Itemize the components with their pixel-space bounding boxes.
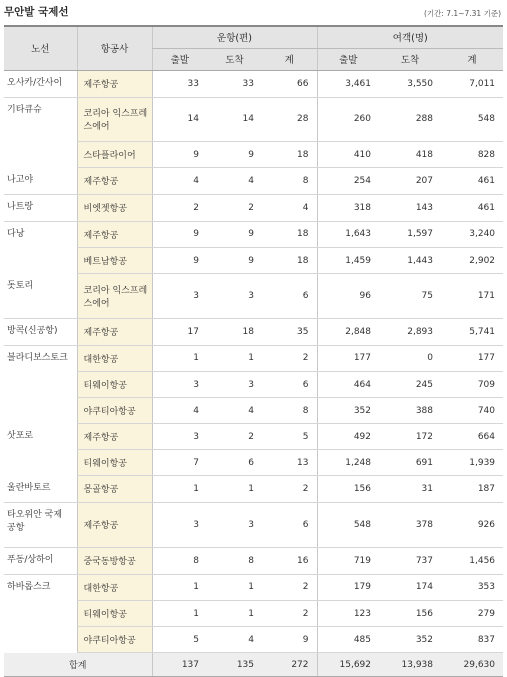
cell-flights-arrival: 4 [207, 168, 262, 195]
cell-flights-arrival: 9 [207, 142, 262, 168]
table-row [4, 450, 503, 476]
cell-passengers-departure: 485 [317, 627, 379, 653]
cell-passengers-departure: 1,248 [317, 450, 379, 476]
cell-flights-total: 16 [262, 547, 317, 574]
cell-flights-total: 18 [262, 221, 317, 248]
cell-route: 기타큐슈 [7, 104, 42, 115]
table-body [4, 70, 503, 677]
cell-flights-total: 2 [262, 574, 317, 601]
cell-passengers-total: 171 [441, 274, 503, 319]
cell-passengers-arrival: 207 [379, 168, 441, 195]
cell-airline: 스타플라이어 [77, 142, 152, 168]
cell-flights-departure: 7 [152, 450, 207, 476]
cell-flights-departure: 17 [152, 318, 207, 345]
cell-airline: 몽골항공 [77, 476, 152, 503]
cell-flights-total: 18 [262, 248, 317, 274]
cell-passengers-departure: 352 [317, 398, 379, 424]
cell-passengers-arrival: 737 [379, 547, 441, 574]
cell-airline: 제주항공 [77, 221, 152, 248]
cell-flights-departure: 3 [152, 502, 207, 547]
cell-flights-departure: 9 [152, 221, 207, 248]
period-note: (기간: 7.1~7.31 기준) [423, 9, 501, 18]
cell-flights-arrival: 3 [207, 502, 262, 547]
cell-airline: 베트남항공 [77, 248, 152, 274]
cell-passengers-departure: 1,459 [317, 248, 379, 274]
cell-passengers-total: 2,902 [441, 248, 503, 274]
cell-passengers-arrival: 288 [379, 97, 441, 142]
cell-flights-total: 6 [262, 372, 317, 398]
total-passengers-total: 29,630 [441, 653, 503, 677]
cell-passengers-departure: 179 [317, 574, 379, 601]
cell-passengers-arrival: 156 [379, 601, 441, 627]
cell-flights-departure: 2 [152, 194, 207, 221]
col-header-flights-departure: 출발 [152, 48, 207, 70]
cell-route [4, 627, 77, 653]
cell-route [4, 398, 77, 424]
cell-flights-arrival: 4 [207, 398, 262, 424]
cell-passengers-total: 461 [441, 168, 503, 195]
table-row [4, 398, 503, 424]
cell-passengers-departure: 719 [317, 547, 379, 574]
cell-flights-arrival: 18 [207, 318, 262, 345]
cell-passengers-total: 837 [441, 627, 503, 653]
table-row [4, 476, 503, 503]
cell-flights-departure: 1 [152, 476, 207, 503]
total-flights-arrival: 135 [207, 653, 262, 677]
cell-flights-total: 5 [262, 424, 317, 450]
cell-flights-departure: 3 [152, 372, 207, 398]
cell-passengers-arrival: 1,443 [379, 248, 441, 274]
cell-passengers-total: 5,741 [441, 318, 503, 345]
cell-passengers-arrival: 31 [379, 476, 441, 503]
table-row [4, 194, 503, 221]
cell-flights-arrival: 1 [207, 601, 262, 627]
cell-flights-total: 2 [262, 476, 317, 503]
cell-passengers-total: 3,240 [441, 221, 503, 248]
total-row [4, 653, 503, 677]
cell-passengers-departure: 260 [317, 97, 379, 142]
cell-flights-total: 18 [262, 142, 317, 168]
cell-flights-total: 66 [262, 70, 317, 97]
cell-flights-total: 13 [262, 450, 317, 476]
col-header-passengers-total: 계 [441, 48, 503, 70]
total-flights-departure: 137 [152, 653, 207, 677]
cell-flights-arrival: 14 [207, 97, 262, 142]
cell-passengers-arrival: 378 [379, 502, 441, 547]
cell-airline: 대한항공 [77, 574, 152, 601]
cell-passengers-departure: 96 [317, 274, 379, 319]
cell-flights-departure: 9 [152, 248, 207, 274]
col-header-passengers-arrival: 도착 [379, 48, 441, 70]
cell-passengers-total: 548 [441, 97, 503, 142]
cell-passengers-departure: 177 [317, 345, 379, 372]
cell-route: 하바롭스크 [7, 581, 51, 592]
cell-airline: 제주항공 [77, 70, 152, 97]
cell-flights-departure: 33 [152, 70, 207, 97]
total-flights-total: 272 [262, 653, 317, 677]
cell-flights-arrival: 2 [207, 424, 262, 450]
cell-passengers-total: 1,456 [441, 547, 503, 574]
cell-flights-arrival: 33 [207, 70, 262, 97]
cell-route: 타오위안 국제 공항 [4, 502, 77, 547]
col-header-flights: 운항(편) [152, 26, 317, 48]
cell-flights-departure: 9 [152, 142, 207, 168]
cell-airline: 야쿠티아항공 [77, 398, 152, 424]
cell-flights-total: 28 [262, 97, 317, 142]
cell-passengers-arrival: 174 [379, 574, 441, 601]
cell-passengers-departure: 2,848 [317, 318, 379, 345]
cell-airline: 제주항공 [77, 502, 152, 547]
cell-airline: 제주항공 [77, 318, 152, 345]
cell-flights-departure: 3 [152, 274, 207, 319]
cell-passengers-total: 461 [441, 194, 503, 221]
cell-route [4, 142, 77, 168]
cell-airline: 티웨이항공 [77, 450, 152, 476]
table-row [4, 502, 503, 547]
total-passengers-departure: 15,692 [317, 653, 379, 677]
total-label: 합계 [4, 653, 152, 677]
cell-flights-total: 2 [262, 345, 317, 372]
cell-passengers-departure: 548 [317, 502, 379, 547]
cell-flights-total: 6 [262, 274, 317, 319]
cell-passengers-arrival: 691 [379, 450, 441, 476]
cell-passengers-departure: 3,461 [317, 70, 379, 97]
cell-route: 푸동/상하이 [4, 547, 77, 574]
table-row [4, 318, 503, 345]
col-header-flights-total: 계 [262, 48, 317, 70]
cell-flights-total: 4 [262, 194, 317, 221]
cell-passengers-departure: 492 [317, 424, 379, 450]
table-row [4, 345, 503, 372]
cell-route: 돗토리 [4, 274, 77, 319]
col-header-airline: 항공사 [77, 26, 152, 70]
cell-passengers-arrival: 388 [379, 398, 441, 424]
flight-stats-table [4, 25, 503, 677]
cell-passengers-departure: 254 [317, 168, 379, 195]
cell-airline: 대한항공 [77, 345, 152, 372]
cell-route: 다낭 [7, 228, 25, 239]
cell-passengers-total: 828 [441, 142, 503, 168]
cell-passengers-total: 7,011 [441, 70, 503, 97]
table-row [4, 627, 503, 653]
col-header-flights-arrival: 도착 [207, 48, 262, 70]
cell-airline: 야쿠티아항공 [77, 627, 152, 653]
cell-passengers-arrival: 172 [379, 424, 441, 450]
cell-route: 오사카/간사이 [4, 70, 77, 97]
cell-passengers-arrival: 0 [379, 345, 441, 372]
cell-passengers-departure: 318 [317, 194, 379, 221]
cell-passengers-total: 177 [441, 345, 503, 372]
cell-airline: 티웨이항공 [77, 601, 152, 627]
table-row [4, 248, 503, 274]
cell-flights-departure: 1 [152, 601, 207, 627]
table-row [4, 221, 503, 248]
cell-route [4, 248, 77, 274]
cell-flights-arrival: 8 [207, 547, 262, 574]
cell-flights-departure: 1 [152, 345, 207, 372]
cell-route: 울란바토르 [4, 476, 77, 503]
cell-airline: 티웨이항공 [77, 372, 152, 398]
table-row [4, 547, 503, 574]
cell-passengers-total: 187 [441, 476, 503, 503]
table-row [4, 274, 503, 319]
cell-flights-arrival: 2 [207, 194, 262, 221]
total-passengers-arrival: 13,938 [379, 653, 441, 677]
cell-route [4, 450, 77, 476]
cell-passengers-arrival: 352 [379, 627, 441, 653]
table-row [4, 424, 503, 450]
cell-flights-total: 9 [262, 627, 317, 653]
cell-route: 방콕(신공항) [4, 318, 77, 345]
cell-flights-total: 35 [262, 318, 317, 345]
cell-airline: 코리아 익스프레스에어 [77, 274, 152, 319]
table-row [4, 70, 503, 97]
cell-route [4, 601, 77, 627]
col-header-passengers: 여객(명) [317, 26, 503, 48]
cell-flights-total: 6 [262, 502, 317, 547]
cell-passengers-arrival: 245 [379, 372, 441, 398]
cell-passengers-total: 353 [441, 574, 503, 601]
cell-flights-departure: 14 [152, 97, 207, 142]
cell-flights-total: 8 [262, 398, 317, 424]
cell-flights-arrival: 1 [207, 574, 262, 601]
cell-flights-arrival: 6 [207, 450, 262, 476]
cell-passengers-arrival: 143 [379, 194, 441, 221]
cell-airline: 제주항공 [77, 424, 152, 450]
cell-passengers-total: 709 [441, 372, 503, 398]
cell-passengers-arrival: 418 [379, 142, 441, 168]
table-row [4, 601, 503, 627]
cell-airline: 제주항공 [77, 168, 152, 195]
cell-passengers-total: 279 [441, 601, 503, 627]
cell-flights-departure: 5 [152, 627, 207, 653]
cell-passengers-total: 664 [441, 424, 503, 450]
cell-passengers-departure: 464 [317, 372, 379, 398]
cell-passengers-departure: 123 [317, 601, 379, 627]
col-header-passengers-departure: 출발 [317, 48, 379, 70]
cell-airline: 코리아 익스프레스에어 [77, 97, 152, 142]
cell-flights-total: 8 [262, 168, 317, 195]
cell-flights-arrival: 3 [207, 372, 262, 398]
cell-passengers-arrival: 3,550 [379, 70, 441, 97]
cell-airline: 비엣젯항공 [77, 194, 152, 221]
cell-flights-departure: 3 [152, 424, 207, 450]
table-row [4, 97, 503, 142]
cell-flights-arrival: 9 [207, 221, 262, 248]
cell-passengers-arrival: 75 [379, 274, 441, 319]
table-title: 무안발 국제선 [4, 6, 69, 18]
cell-route: 나고야 [4, 168, 77, 195]
cell-flights-arrival: 9 [207, 248, 262, 274]
cell-passengers-departure: 410 [317, 142, 379, 168]
cell-flights-departure: 1 [152, 574, 207, 601]
cell-flights-arrival: 1 [207, 345, 262, 372]
cell-flights-departure: 4 [152, 168, 207, 195]
col-header-route: 노선 [4, 26, 77, 70]
cell-passengers-total: 926 [441, 502, 503, 547]
cell-passengers-arrival: 2,893 [379, 318, 441, 345]
cell-flights-departure: 8 [152, 547, 207, 574]
cell-flights-departure: 4 [152, 398, 207, 424]
cell-route: 삿포로 [7, 430, 34, 441]
cell-airline: 중국동방항공 [77, 547, 152, 574]
cell-route: 나트랑 [4, 194, 77, 221]
cell-passengers-departure: 1,643 [317, 221, 379, 248]
table-row [4, 574, 503, 601]
cell-passengers-departure: 156 [317, 476, 379, 503]
cell-passengers-arrival: 1,597 [379, 221, 441, 248]
table-row [4, 142, 503, 168]
cell-flights-arrival: 1 [207, 476, 262, 503]
cell-passengers-total: 1,939 [441, 450, 503, 476]
cell-route: 블라디보스토크 [7, 352, 68, 363]
cell-flights-arrival: 4 [207, 627, 262, 653]
table-row [4, 168, 503, 195]
cell-route [4, 372, 77, 398]
table-row [4, 372, 503, 398]
cell-passengers-total: 740 [441, 398, 503, 424]
cell-flights-arrival: 3 [207, 274, 262, 319]
cell-flights-total: 2 [262, 601, 317, 627]
